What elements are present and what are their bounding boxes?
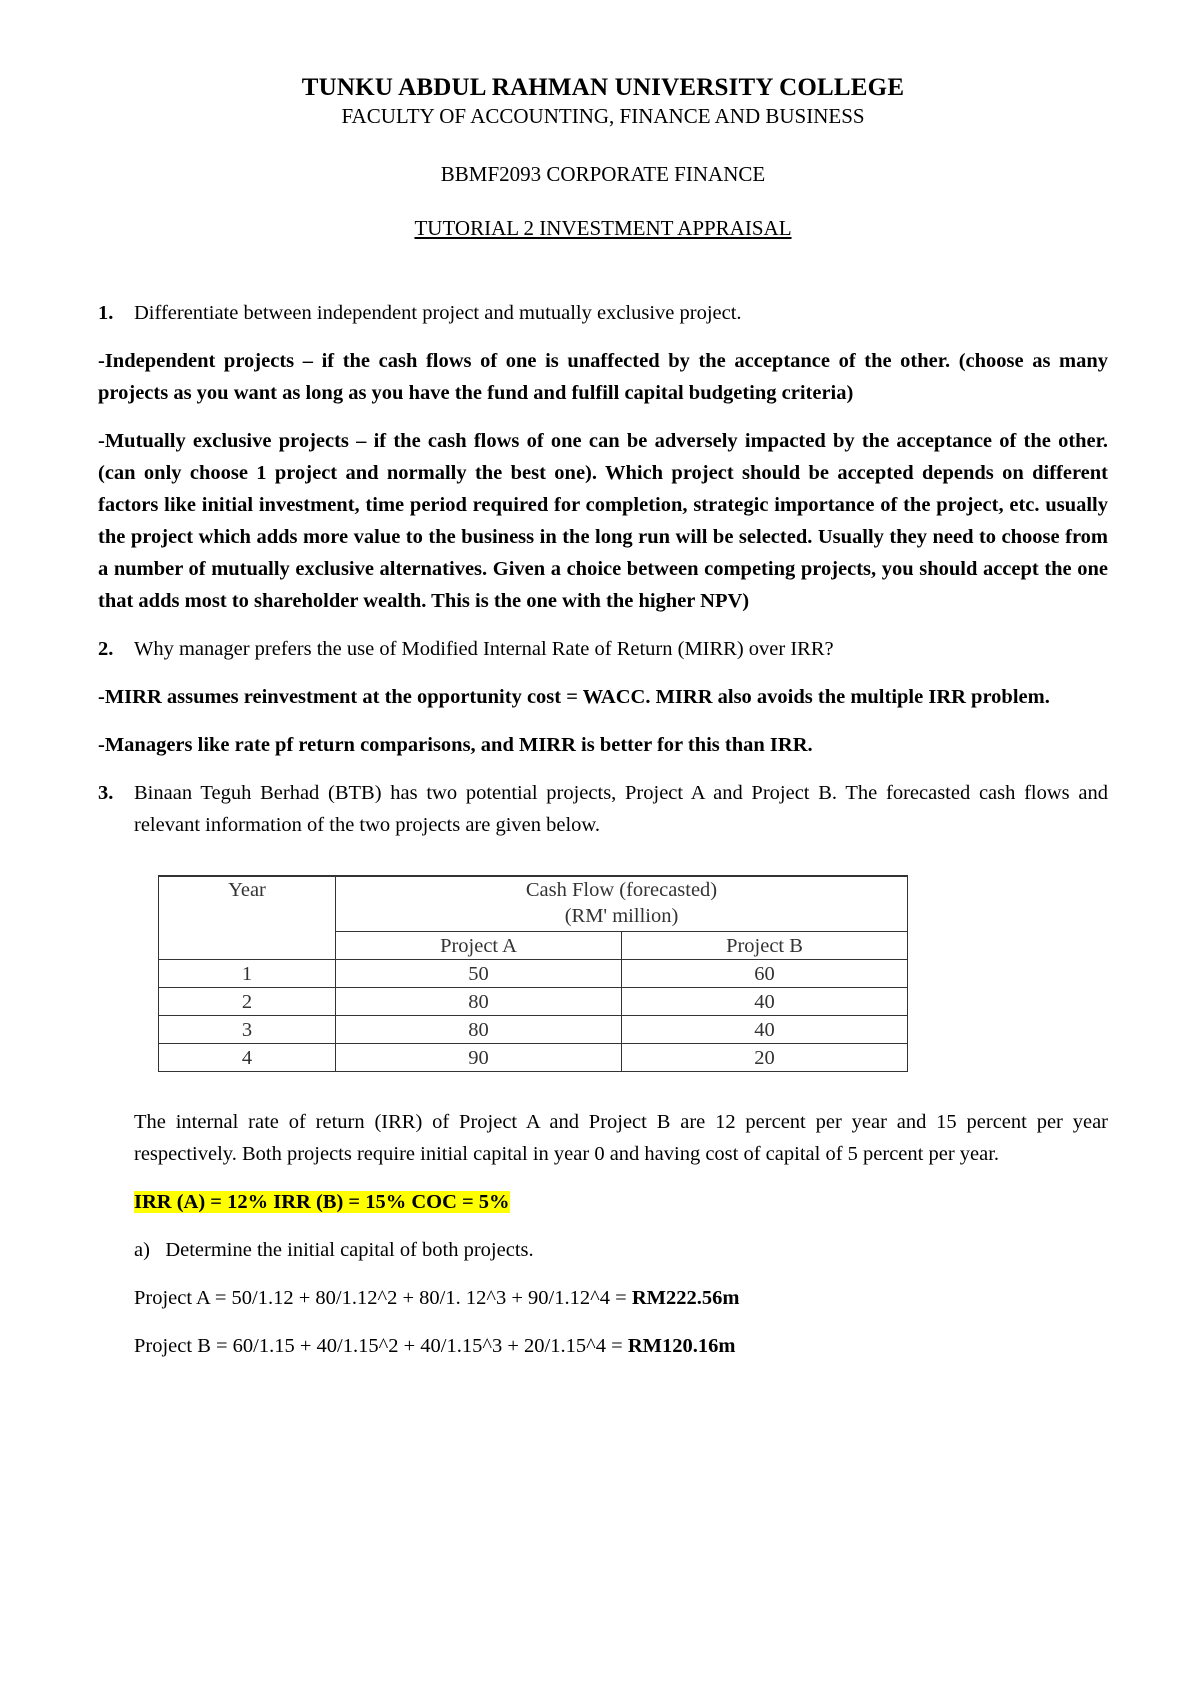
table-row — [159, 1016, 908, 1044]
question-number: 2. — [98, 638, 114, 660]
calc-project-a — [98, 1282, 1108, 1314]
project-b-cell: 20 — [622, 1044, 908, 1072]
answer-mirr-reinvestment: -MIRR assumes reinvestment at the opportunity cost = WACC. MIRR also avoids the multiple IRR problem. — [98, 686, 1050, 708]
year-cell: 1 — [159, 960, 336, 988]
project-a-header: Project A — [336, 932, 622, 960]
question-number: 3. — [98, 782, 114, 804]
question-text: Binaan Teguh Berhad (BTB) has two potential projects, Project A and Project B. The forecasted cash flows and relevant information of the two projects are given below. — [134, 782, 1108, 836]
cash-flow-header-line1: Cash Flow (forecasted) — [525, 879, 718, 901]
project-a-cell: 90 — [336, 1044, 622, 1072]
question-1 — [98, 297, 1108, 329]
year-cell: 3 — [159, 1016, 336, 1044]
document-header — [98, 74, 1108, 241]
calc-project-a-formula: Project A = 50/1.12 + 80/1.12^2 + 80/1. 12^3 + 90/1.12^4 = — [134, 1287, 632, 1309]
project-a-cell: 50 — [336, 960, 622, 988]
cash-flow-header-line2: (RM' million) — [564, 905, 679, 927]
project-a-cell: 80 — [336, 1016, 622, 1044]
project-b-cell: 40 — [622, 1016, 908, 1044]
year-header: Year — [159, 876, 336, 960]
course-title: BBMF2093 CORPORATE FINANCE — [440, 162, 766, 186]
answer-mirr-comparison: -Managers like rate pf return comparisons, and MIRR is better for this than IRR. — [98, 734, 813, 756]
project-b-cell: 40 — [622, 988, 908, 1016]
part-a-question — [98, 1234, 1108, 1266]
project-b-cell: 60 — [622, 960, 908, 988]
year-cell: 4 — [159, 1044, 336, 1072]
table-row — [159, 960, 908, 988]
faculty-name: FACULTY OF ACCOUNTING, FINANCE AND BUSINESS — [341, 104, 865, 128]
table-row — [159, 1044, 908, 1072]
cash-flow-header — [336, 876, 908, 932]
calc-project-b-formula: Project B = 60/1.15 + 40/1.15^2 + 40/1.15^3 + 20/1.15^4 = — [134, 1335, 628, 1357]
irr-info-paragraph: The internal rate of return (IRR) of Project A and Project B are 12 percent per year and 15 percent per year respectively. Both projects require initial capital in year 0 and having cost of capital of 5 percent per year. — [134, 1111, 1108, 1165]
part-a-label: a) — [134, 1239, 150, 1261]
cash-flow-table — [158, 875, 908, 1072]
table-row — [159, 988, 908, 1016]
question-2 — [98, 633, 1108, 665]
calc-project-a-result: RM222.56m — [631, 1287, 740, 1309]
year-cell: 2 — [159, 988, 336, 1016]
project-b-header: Project B — [622, 932, 908, 960]
part-a-text: Determine the initial capital of both projects. — [165, 1239, 534, 1261]
highlighted-summary: IRR (A) = 12% IRR (B) = 15% COC = 5% — [134, 1191, 510, 1213]
question-text: Why manager prefers the use of Modified Internal Rate of Return (MIRR) over IRR? — [134, 638, 834, 660]
calc-project-b — [98, 1330, 1108, 1362]
answer-mutually-exclusive-projects: -Mutually exclusive projects – if the cash flows of one can be adversely impacted by the acceptance of the other. (can only choose 1 project and normally the best one). Which project should be accepted depends on different factors like initial investment, time period required for completion, strategic importance of the project, etc. usually the project which adds more value to the business in the long run will be selected. Usually they need to choose from a number of mutually exclusive alternatives. Given a choice between competing projects, you should accept the one that adds most to shareholder wealth. This is the one with the higher NPV) — [98, 430, 1108, 612]
tutorial-title: TUTORIAL 2 INVESTMENT APPRAISAL — [414, 216, 792, 240]
calc-project-b-result: RM120.16m — [627, 1335, 736, 1357]
question-3 — [98, 777, 1108, 841]
question-text: Differentiate between independent project and mutually exclusive project. — [134, 302, 742, 324]
irr-summary — [98, 1186, 1108, 1218]
question-number: 1. — [98, 302, 114, 324]
university-name: TUNKU ABDUL RAHMAN UNIVERSITY COLLEGE — [301, 74, 905, 101]
answer-independent-projects: -Independent projects – if the cash flows of one is unaffected by the acceptance of the other. (choose as many projects as you want as long as you have the fund and fulfill capital budgeting criteria) — [98, 350, 1108, 404]
project-a-cell: 80 — [336, 988, 622, 1016]
